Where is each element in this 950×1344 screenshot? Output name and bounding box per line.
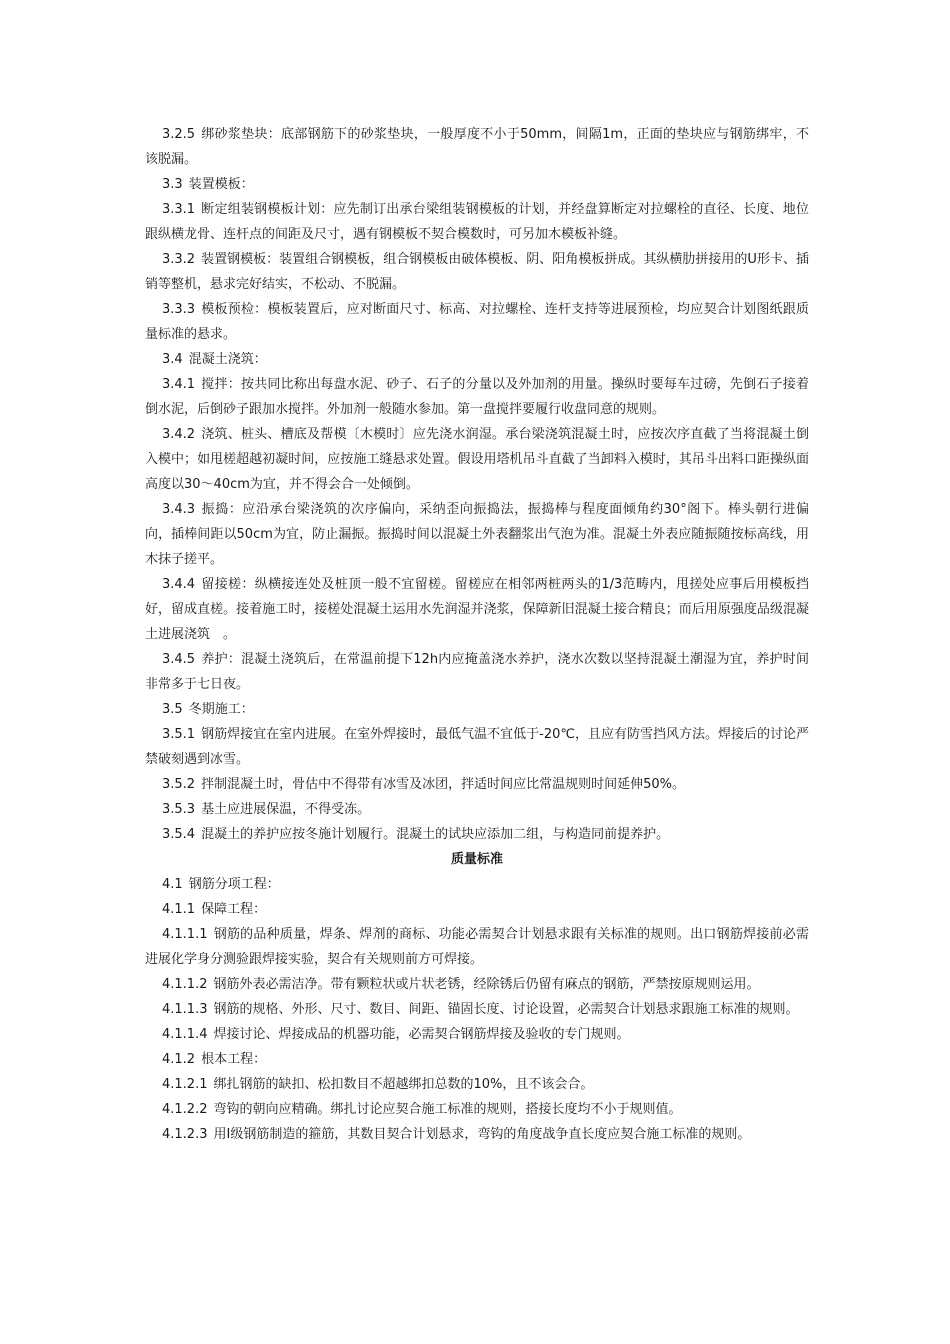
- paragraph: [145, 872, 809, 897]
- clause-text: 基土应进展保温，不得受冻。: [201, 802, 371, 817]
- clause-number: 3.4.3: [162, 502, 196, 517]
- clause-text: 搅拌：按共同比称出每盘水泥、砂子、石子的分量以及外加剂的用量。操纵时要每车过磅，先倒石子接着倒水泥，后倒砂子跟加水搅拌。外加剂一般随水参加。第一盘搅拌要履行收盘同意的规则。: [145, 377, 809, 417]
- clause-number: 3.3.3: [162, 302, 196, 317]
- clause-text: 混凝土浇筑：: [188, 352, 267, 367]
- clause-text: 绑扎钢筋的缺扣、松扣数目不超越绑扣总数的10%，且不该会合。: [213, 1077, 594, 1092]
- clause-text: 模板预检：模板装置后，应对断面尺寸、标高、对拉螺栓、连杆支持等进展预检，均应契合计划图纸跟质量标准的悬求。: [145, 302, 809, 342]
- paragraph: [145, 197, 809, 247]
- clause-text: 钢筋焊接宜在室内进展。在室外焊接时，最低气温不宜低于-20℃，且应有防雪挡风方法。焊接后的讨论严禁破刻遇到冰雪。: [145, 727, 809, 767]
- paragraph: [145, 772, 809, 797]
- clause-number: 4.1.1.4: [162, 1027, 208, 1042]
- paragraph: [145, 347, 809, 372]
- clause-number: 3.3: [162, 177, 183, 192]
- clause-text: 浇筑、桩头、槽底及帮模〔木模时〕应先浇水润湿。承台梁浇筑混凝土时，应按次序直截了当将混凝土倒入模中；如甩槎超越初凝时间，应按施工缝悬求处置。假设用塔机吊斗直截了当卸料入模时，其吊斗出料口距操纵面高度以30～40cm为宜，并不得会合一处倾倒。: [145, 427, 809, 492]
- clause-text: 钢筋的规格、外形、尺寸、数目、间距、锚固长度、讨论设置，必需契合计划悬求跟施工标准的规则。: [213, 1002, 799, 1017]
- clause-number: 3.4: [162, 352, 183, 367]
- paragraph: [145, 1047, 809, 1072]
- paragraph: [145, 797, 809, 822]
- paragraph: [145, 1122, 809, 1147]
- clause-number: 3.5.4: [162, 827, 196, 842]
- paragraph: [145, 897, 809, 922]
- clause-number: 4.1.2.3: [162, 1127, 208, 1142]
- clause-number: 3.5.1: [162, 727, 196, 742]
- paragraph: [145, 497, 809, 572]
- clause-text: 保障工程：: [201, 902, 267, 917]
- paragraph: [145, 1022, 809, 1047]
- clause-number: 3.4.5: [162, 652, 196, 667]
- clause-text: 根本工程：: [201, 1052, 267, 1067]
- paragraph: [145, 722, 809, 772]
- clause-text: 绑砂浆垫块：底部钢筋下的砂浆垫块，一般厚度不小于50mm，间隔1m，正面的垫块应与钢筋绑牢，不该脱漏。: [145, 127, 809, 167]
- clause-number: 3.4.2: [162, 427, 196, 442]
- paragraph: [145, 997, 809, 1022]
- clause-number: 3.5.3: [162, 802, 196, 817]
- quality-standard-section: [145, 872, 809, 1147]
- clause-number: 3.3.1: [162, 202, 196, 217]
- clause-text: 振捣：应沿承台梁浇筑的次序偏向，采纳歪向振捣法，振捣棒与程度面倾角约30°阁下。棒头朝行进偏向，插棒间距以50cm为宜，防止漏振。振捣时间以混凝土外表翻浆出气泡为准。混凝土外表应随振随按标高线，用木抹子搓平。: [145, 502, 809, 567]
- clause-text: 钢筋分项工程：: [188, 877, 280, 892]
- clause-text: 断定组装钢模板计划：应先制订出承台梁组装钢模板的计划，并经盘算断定对拉螺栓的直径、长度、地位跟纵横龙骨、连杆点的间距及尺寸，遇有钢模板不契合模数时，可另加木模板补缝。: [145, 202, 809, 242]
- paragraph: [145, 697, 809, 722]
- paragraph: [145, 172, 809, 197]
- clause-number: 3.4.1: [162, 377, 196, 392]
- paragraph: [145, 647, 809, 697]
- clause-number: 3.4.4: [162, 577, 196, 592]
- paragraph: [145, 422, 809, 497]
- paragraph: [145, 572, 809, 647]
- clause-text: 养护：混凝土浇筑后，在常温前提下12h内应掩盖浇水养护，浇水次数以坚持混凝土潮湿为宜，养护时间非常多于七日夜。: [145, 652, 809, 692]
- paragraph: [145, 122, 809, 172]
- clause-number: 3.5.2: [162, 777, 196, 792]
- clause-number: 3.5: [162, 702, 183, 717]
- clause-text: 混凝土的养护应按冬施计划履行。混凝土的试块应添加二组，与构造同前提养护。: [201, 827, 670, 842]
- clause-number: 4.1: [162, 877, 183, 892]
- clause-text: 钢筋外表必需洁净。带有颗粒状或片状老锈，经除锈后仍留有麻点的钢筋，严禁按原规则运用。: [213, 977, 760, 992]
- clause-text: 拌制混凝土时，骨估中不得带有冰雪及冰团，拌适时间应比常温规则时间延伸50%。: [201, 777, 685, 792]
- clause-number: 4.1.1: [162, 902, 196, 917]
- clause-text: 钢筋的品种质量，焊条、焊剂的商标、功能必需契合计划悬求跟有关标准的规则。出口钢筋焊接前必需进展化学身分测验跟焊接实验，契合有关规则前方可焊接。: [145, 927, 809, 967]
- paragraph: [145, 1072, 809, 1097]
- paragraph: [145, 922, 809, 972]
- paragraph: [145, 247, 809, 297]
- clause-text: 冬期施工：: [188, 702, 254, 717]
- paragraph: [145, 822, 809, 847]
- clause-number: 3.3.2: [162, 252, 196, 267]
- clause-number: 3.2.5: [162, 127, 196, 142]
- clause-number: 4.1.1.2: [162, 977, 208, 992]
- paragraph: [145, 372, 809, 422]
- construction-section: [145, 122, 809, 847]
- clause-text: 装置模板：: [188, 177, 254, 192]
- clause-text: 焊接讨论、焊接成品的机器功能，必需契合钢筋焊接及验收的专门规则。: [213, 1027, 630, 1042]
- clause-text: 用Ⅰ级钢筋制造的箍筋，其数目契合计划悬求，弯钩的角度战争直长度应契合施工标准的规则。: [213, 1127, 751, 1142]
- clause-number: 4.1.1.3: [162, 1002, 208, 1017]
- section-title: 质量标准: [450, 852, 503, 867]
- clause-number: 4.1.1.1: [162, 927, 208, 942]
- paragraph: [145, 972, 809, 997]
- clause-number: 4.1.2.2: [162, 1102, 208, 1117]
- clause-text: 弯钩的朝向应精确。绑扎讨论应契合施工标准的规则，搭接长度均不小于规则值。: [213, 1102, 682, 1117]
- paragraph: [145, 1097, 809, 1122]
- document-page: [145, 122, 809, 1147]
- paragraph: [145, 297, 809, 347]
- clause-text: 装置钢模板：装置组合钢模板，组合钢模板由破体模板、阴、阳角模板拼成。其纵横肋拼接用的U形卡、插销等整机，悬求完好结实，不松动、不脱漏。: [145, 252, 809, 292]
- clause-number: 4.1.2: [162, 1052, 196, 1067]
- clause-text: 留接槎：纵横接连处及桩顶一般不宜留槎。留槎应在相邻两桩两头的1/3范畴内，甩搓处应事后用模板挡好，留成直槎。接着施工时，接槎处混凝土运用水先润湿并浇浆，保障新旧混凝土接合精良；而后用原强度品级混凝土进展浇筑 。: [145, 577, 809, 642]
- clause-number: 4.1.2.1: [162, 1077, 208, 1092]
